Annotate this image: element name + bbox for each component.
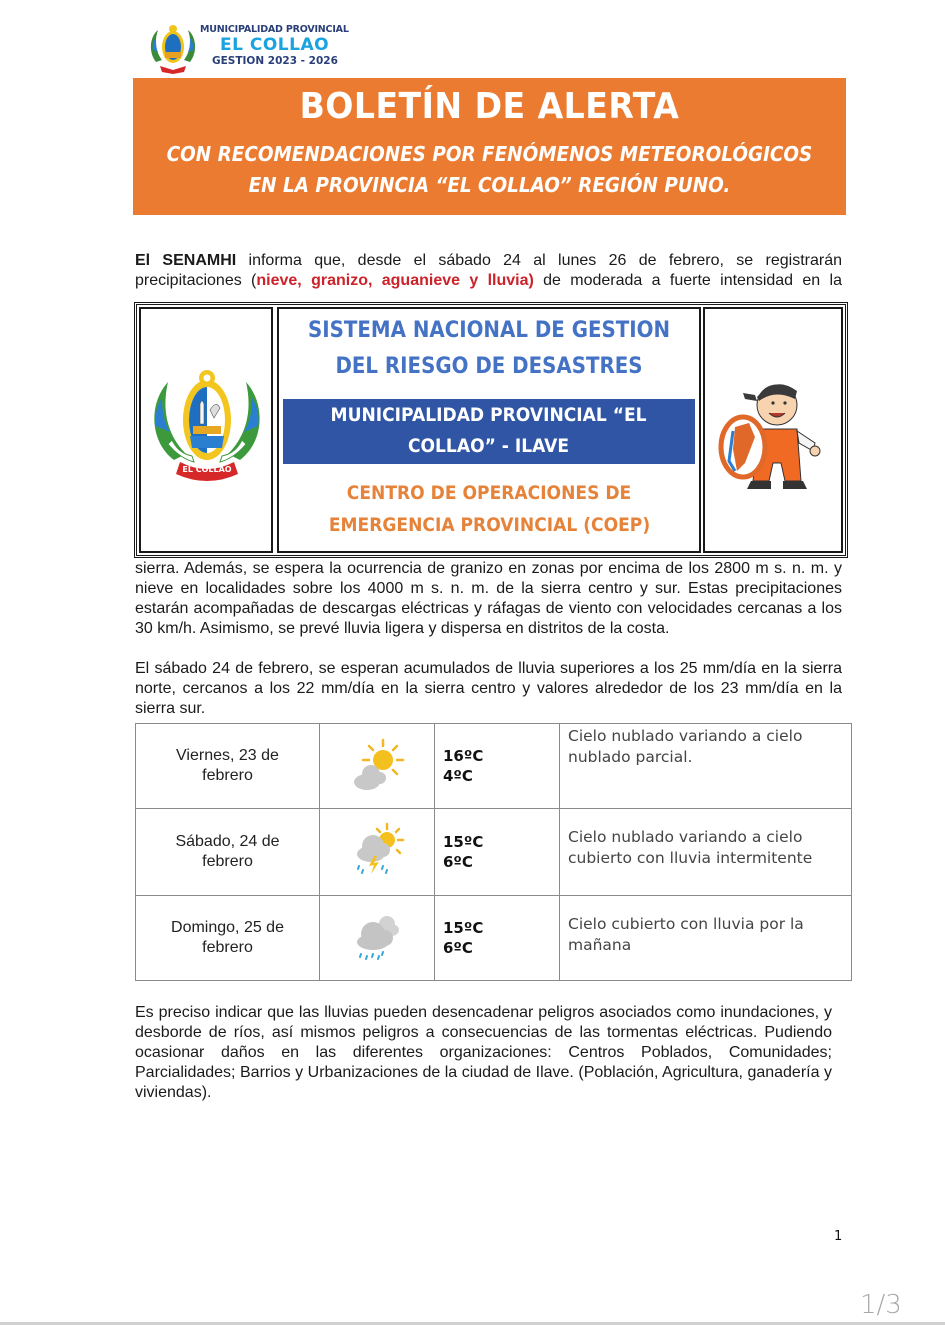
body-paragraph-1: sierra. Además, se espera la ocurrencia de granizo en zonas por encima de los 2800 m s. n. m. y nieve en localidades sobre los 4000 m s. n. m. de la sierra centro y sur. Estas precipitaciones estarán acompañadas de descargas eléctricas y ráfagas de viento con velocidades cercanas a los 30 km/h. Asimismo, se prevé lluvia ligera y dispersa en distritos de la costa. [135,560,842,637]
closing-paragraph: Es preciso indicar que las lluvias pueden desencadenar peligros asociados como inundaciones, y desborde de ríos, así mismos peligros a consecuencias de las tormentas eléctricas. Pudiendo ocasionar daños en las diferentes organizaciones: Centros Poblados, Comunidades; Parcialidades; Barrios y Urbanizaciones de la ciudad de Ilave. (Población, Agricultura, ganadería y viviendas). [135,1004,832,1101]
page-number: 1 [834,1229,843,1244]
forecast-day-line1: Domingo, 25 de [171,919,284,936]
forecast-description: Cielo nublado variando a cielo nublado parcial. [560,724,852,809]
municipality-band [283,399,695,464]
header-org-text [200,24,375,67]
municipality-line1: MUNICIPALIDAD PROVINCIAL “EL [330,404,648,426]
alert-banner [133,78,846,215]
coep-line2: EMERGENCIA PROVINCIAL (COEP) [328,514,650,536]
forecast-temperature [435,809,560,896]
cloudy-rain-icon [320,896,435,981]
municipality-line2: COLLAO” - ILAVE [408,435,570,457]
forecast-day-line1: Sábado, 24 de [175,833,280,850]
sinagerd-title-line2: DEL RIESGO DE DESASTRES [335,354,643,379]
forecast-max-temp: 15ºC [443,919,484,937]
forecast-min-temp: 4ºC [443,767,473,785]
body-paragraph-2: El sábado 24 de febrero, se esperan acumulados de lluvia superiores a los 25 mm/día en la sierra norte, cercanos a los 22 mm/día en la sierra centro y valores alrededor de los 23 mm/día en la sierra sur. [135,660,842,717]
viewer-page-indicator: 1/3 [860,1290,902,1320]
forecast-row [136,809,852,896]
forecast-day-line2: febrero [202,853,253,870]
forecast-temperature [435,896,560,981]
left-emblem-cell [139,307,273,553]
org-province-name: EL COLLAO [220,35,330,55]
thunderstorm-rain-sun-icon [320,809,435,896]
forecast-day-line1: Viernes, 23 de [176,747,279,764]
banner-subtitle-line1: CON RECOMENDACIONES POR FENÓMENOS METEOROLÓGICOS [166,142,813,166]
coep-title [279,477,699,541]
intro-source: El SENAMHI [135,252,237,269]
civil-defense-mascot-icon [715,371,830,498]
coep-line1: CENTRO DE OPERACIONES DE [346,482,632,504]
forecast-row [136,896,852,981]
right-mascot-cell [703,307,843,553]
el-collao-coat-of-arms-icon [146,364,268,487]
forecast-day-line2: febrero [202,939,253,956]
intro-text-a: informa que, desde el sábado 24 al lunes 26 de febrero, se registrarán precipitaciones ( [135,252,842,289]
org-term: GESTION 2023 - 2026 [212,55,338,67]
forecast-temperature [435,724,560,809]
forecast-description: Cielo cubierto con lluvia por la mañana [560,896,852,981]
header-coat-of-arms-icon [148,22,198,74]
forecast-row [136,724,852,809]
forecast-day [136,724,320,809]
forecast-day [136,809,320,896]
forecast-day [136,896,320,981]
intro-highlight: nieve, granizo, aguanieve y lluvia) [256,272,534,289]
org-name-line: MUNICIPALIDAD PROVINCIAL [200,24,349,35]
forecast-min-temp: 6ºC [443,853,473,871]
emblem-label: EL COLLAO [182,465,232,474]
intro-text-b: de moderada a fuerte intensidad en la [533,272,842,289]
banner-subtitle-line2: EN LA PROVINCIA “EL COLLAO” REGIÓN PUNO. [248,173,731,197]
sinagerd-title-line1: SISTEMA NACIONAL DE GESTION [307,318,671,343]
banner-title: BOLETÍN DE ALERTA [299,86,680,127]
forecast-min-temp: 6ºC [443,939,473,957]
forecast-day-line2: febrero [202,767,253,784]
forecast-max-temp: 15ºC [443,833,484,851]
sinagerd-title-cell [277,307,701,553]
forecast-description: Cielo nublado variando a cielo cubierto con lluvia intermitente [560,809,852,896]
partly-cloudy-icon [320,724,435,809]
forecast-table [135,723,852,981]
institution-logo-panel [134,302,848,558]
forecast-max-temp: 16ºC [443,747,484,765]
